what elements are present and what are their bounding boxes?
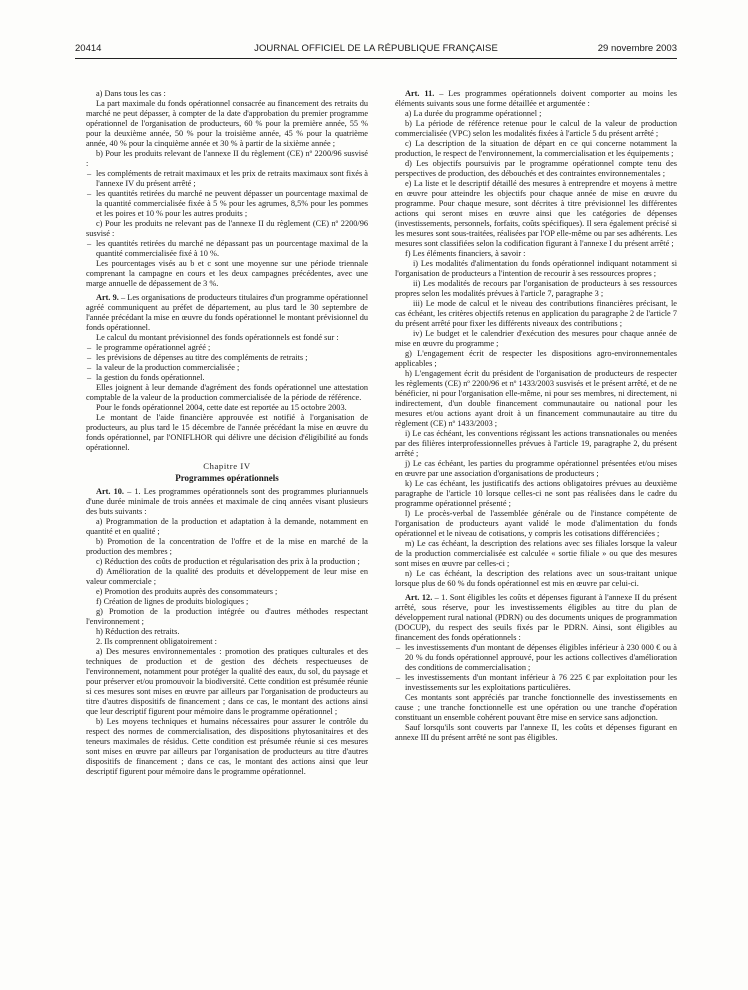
sub-item: iii) Le mode de calcul et le niveau des contributions financières précisant, le cas échéant, les critères objectifs retenus en application du paragraphe 2 de l'article 7 du présent arrêté pour fixer les différents niveaux des contributions ; [395, 299, 677, 328]
paragraph: e) Promotion des produits auprès des consommateurs ; [96, 587, 278, 596]
paragraph: Le montant de l'aide financière approuvée est notifié à l'organisation de producteurs, au plus tard le 15 décembre de l'année précédant la mise en œuvre du fonds opérationnel, par l'ONIFLHOR qui délivre une décision d'éligibilité au fonds opérationnel. [86, 413, 368, 452]
paragraph: c) La description de la situation de départ en ce qui concerne notamment la production, le respect de l'environnement, la commercialisation et les équipements ; [395, 139, 677, 158]
article-text: – Les programmes opérationnels doivent comporter au moins les éléments suivants sous une forme détaillée et argumentée : [395, 89, 678, 108]
list-item: – le programme opérationnel agréé ; [86, 343, 368, 353]
paragraph: Sauf lorsqu'ils sont couverts par l'annexe II, les coûts et dépenses figurant en annexe III du présent arrêté ne sont pas éligibles. [395, 723, 677, 742]
paragraph: m) Le cas échéant, la description des relations avec ses filiales lorsque la valeur de la production commercialisée est calculée « sortie filiale » ou que des mesures sont mises en œuvre par celles-ci ; [395, 539, 677, 568]
article-12 [395, 593, 677, 643]
paragraph: g) Promotion de la production intégrée ou d'autres méthodes respectant l'environnement ; [86, 607, 368, 626]
paragraph: a) Programmation de la production et adaptation à la demande, notamment en quantité et en qualité ; [86, 517, 368, 536]
article-11 [395, 89, 677, 109]
sub-item: i) Les modalités d'alimentation du fonds opérationnel indiquant notamment si l'organisation de producteurs a l'intention de recourir à ses ressources propres ; [395, 259, 677, 278]
article-text: – Les organisations de producteurs titulaires d'un programme opérationnel agréé communiquent au préfet de département, au plus tard le 30 septembre de l'année précédant la mise en œuvre du fonds opérationnel le montant prévisionnel du fonds opérationnel. [86, 293, 368, 332]
list-item: – les investissements d'un montant de dépenses éligibles inférieur à 230 000 € ou à 20 % du fonds opérationnel approuvé, pour les actions collectives d'amélioration des conditions de commercialisation ; [395, 643, 677, 673]
article-label: Art. 9. [96, 293, 119, 302]
journal-title: JOURNAL OFFICIEL DE LA RÉPUBLIQUE FRANÇAISE [254, 43, 498, 54]
list-item: – les quantités retirées du marché ne peuvent dépasser un pourcentage maximal de la quantité commercialisée fixée à 5 % pour les agrumes, 8,5% pour les pommes et les poires et 10 % pour les autres produits ; [86, 189, 368, 219]
paragraph: h) L'engagement écrit du président de l'organisation de producteurs de respecter les règlements (CE) nº 2200/96 et nº 1433/2003 susvisés et le présent arrêté, et de ne bénéficier, ni pour l'organisation elle-même, ni pour ses membres, ni directement, ni indirectement, d'un double financement communautaire ou national pour les mesures et/ou actions ayant droit à un financement communautaire au titre du règlement (CE) nº 1433/2003 ; [395, 369, 677, 428]
page-number: 20414 [75, 43, 102, 54]
paragraph: Le calcul du montant prévisionnel des fonds opérationnels est fondé sur : [96, 333, 339, 342]
paragraph: a) Dans tous les cas : [96, 89, 166, 98]
list-item: – les quantités retirées du marché ne dépassant pas un pourcentage maximal de la quantité commercialisée fixé à 10 %. [86, 239, 368, 259]
paragraph: Pour le fonds opérationnel 2004, cette date est reportée au 15 octobre 2003. [96, 403, 347, 412]
left-column [86, 89, 368, 777]
article-label: Art. 11. [405, 89, 435, 98]
publication-date: 29 novembre 2003 [597, 43, 677, 54]
article-text: – 1. Les programmes opérationnels sont des programmes pluriannuels d'une durée minimale de trois années et maximale de cinq années visant plusieurs des buts suivants : [86, 487, 368, 516]
paragraph: b) Pour les produits relevant de l'annexe II du règlement (CE) nº 2200/96 susvisé : [86, 149, 368, 168]
paragraph: b) Les moyens techniques et humains nécessaires pour assurer le contrôle du respect des normes de commercialisation, des dispositions phytosanitaires et des teneurs maximales de résidus. Cette condition est présumée réunie si ces mesures sont mises en œuvre par ailleurs par l'organisation de producteurs au titre d'autres dispositifs de financement ; dans ce cas, le montant des actions ainsi que leur descriptif figurent pour mémoire dans le programme opérationnel. [86, 717, 368, 776]
paragraph: Les pourcentages visés au b et c sont une moyenne sur une période triennale comprenant la campagne en cours et les deux campagnes précédentes, avec une marge annuelle de dépassement de 3 %. [86, 259, 368, 288]
paragraph: b) La période de référence retenue pour le calcul de la valeur de production commercialisée (VPC) selon les modalités fixées à l'article 5 du présent arrêté ; [395, 119, 677, 138]
list-item: – les investissements d'un montant inférieur à 76 225 € par exploitation pour les investissements sur les exploitations particulières. [395, 673, 677, 693]
paragraph: La part maximale du fonds opérationnel consacrée au financement des retraits du marché ne peut dépasser, à compter de la date d'approbation du premier programme opérationnel de l'organisation de producteurs, 60 % pour la première année, 55 % pour la deuxième année, 50 % pour la troisième année, 45 % pour la quatrième année, 40 % pour la cinquième année et 30 % à partir de la sixième année ; [86, 99, 368, 148]
list-item: – la valeur de la production commercialisée ; [86, 363, 368, 373]
paragraph: 2. Ils comprennent obligatoirement : [96, 637, 217, 646]
header-rule [75, 58, 677, 59]
paragraph: n) Le cas échéant, la description des relations avec un sous-traitant unique lorsque plus de 60 % du fonds opérationnel est mis en œuvre par celui-ci. [395, 569, 677, 588]
section-heading: Programmes opérationnels [175, 473, 279, 483]
paragraph: Ces montants sont appréciés par tranche fonctionnelle des investissements en cause ; une tranche fonctionnelle est une opération ou une tranche d'opération constituant un ensemble cohérent pouvant être mise en service sans adjonction. [395, 693, 677, 722]
chapter-heading: Chapitre IV [203, 461, 251, 471]
paragraph: e) La liste et le descriptif détaillé des mesures à entreprendre et moyens à mettre en œuvre pour atteindre les objectifs pour chaque année de mise en œuvre du programme. Pour chaque mesure, sont décrites à titre prévisionnel les différentes actions qui seront mises en œuvre ainsi que les catégories de dépenses (investissements, personnels, forfaits, coûts spécifiques). Il sera également précisé si les mesures sont sous-traitées, réalisées par l'OP elle-même ou par ses adhérents. Les mesures sont classifiées selon la codification figurant à l'annexe I du présent arrêté ; [395, 179, 677, 248]
paragraph: h) Réduction des retraits. [96, 627, 180, 636]
page-header [75, 43, 677, 57]
paragraph: c) Pour les produits ne relevant pas de l'annexe II du règlement (CE) nº 2200/96 susvisé : [86, 219, 368, 238]
paragraph: f) Les éléments financiers, à savoir : [405, 249, 526, 258]
article-10 [86, 487, 368, 517]
paragraph: Elles joignent à leur demande d'agrément des fonds opérationnel une attestation comptable de la valeur de la production commercialisée de la période de référence. [86, 383, 368, 402]
sub-item: ii) Les modalités de recours par l'organisation de producteurs à ses ressources propres selon les modalités prévues à l'article 7, paragraphe 3 ; [395, 279, 677, 298]
paragraph: b) Promotion de la concentration de l'offre et de la mise en marché de la production des membres ; [86, 537, 368, 556]
right-column [395, 89, 677, 743]
list-item: – les prévisions de dépenses au titre des compléments de retraits ; [86, 353, 368, 363]
paragraph: i) Le cas échéant, les conventions régissant les actions transnationales ou menées par des filières interprofessionnelles prévues à l'article 19, paragraphe 2, du présent arrêté ; [395, 429, 677, 458]
paragraph: g) L'engagement écrit de respecter les dispositions agro-environnementales applicables ; [395, 349, 677, 368]
article-label: Art. 10. [96, 487, 125, 496]
article-9 [86, 293, 368, 333]
paragraph: a) La durée du programme opérationnel ; [405, 109, 542, 118]
paragraph: l) Le procès-verbal de l'assemblée générale ou de l'instance compétente de l'organisation de producteurs ayant validé le mode d'alimentation du fonds opérationnel et le niveau de cotisations, y compris les cotisations différenciées ; [395, 509, 677, 538]
list-item: – la gestion du fonds opérationnel. [86, 373, 368, 383]
paragraph: d) Les objectifs poursuivis par le programme opérationnel compte tenu des perspectives de production, des débouchés et des contraintes environnementales ; [395, 159, 677, 178]
paragraph: f) Création de lignes de produits biologiques ; [96, 597, 249, 606]
paragraph: j) Le cas échéant, les parties du programme opérationnel présentées et/ou mises en œuvre par une association d'organisations de producteurs ; [395, 459, 677, 478]
paragraph: c) Réduction des coûts de production et régularisation des prix à la production ; [96, 557, 360, 566]
sub-item: iv) Le budget et le calendrier d'exécution des mesures pour chaque année de mise en œuvre du programme ; [395, 329, 677, 348]
article-label: Art. 12. [405, 593, 433, 602]
paragraph: a) Des mesures environnementales : promotion des pratiques culturales et des techniques de production et de gestion des déchets respectueuses de l'environnement, notamment pour protéger la qualité des eaux, du sol, du paysage et pour préserver et/ou promouvoir la biodiversité. Cette condition est présumée réunie si ces mesures sont mises en œuvre par ailleurs par l'organisation de producteurs au titre d'autres dispositifs de financement ; dans ce cas, le montant des actions ainsi que leur descriptif figurent pour mémoire dans le programme opérationnel ; [86, 647, 368, 716]
paragraph: k) Le cas échéant, les justificatifs des actions obligatoires prévues au deuxième paragraphe de l'article 10 lorsque celles-ci ne sont pas réalisées dans le cadre du programme opérationnel présenté ; [395, 479, 677, 508]
list-item: – les compléments de retrait maximaux et les prix de retraits maximaux sont fixés à l'annexe IV du présent arrêté ; [86, 169, 368, 189]
paragraph: d) Amélioration de la qualité des produits et développement de leur mise en valeur commerciale ; [86, 567, 368, 586]
article-text: – 1. Sont éligibles les coûts et dépenses figurant à l'annexe II du présent arrêté, sous réserve, pour les investissements éligibles au titre du plan de développement rural national (PDRN) ou des documents uniques de programmation (DOCUP), du respect des seuils fixés par le PDRN. Ainsi, sont éligibles au financement des fonds opérationnels : [395, 593, 677, 642]
